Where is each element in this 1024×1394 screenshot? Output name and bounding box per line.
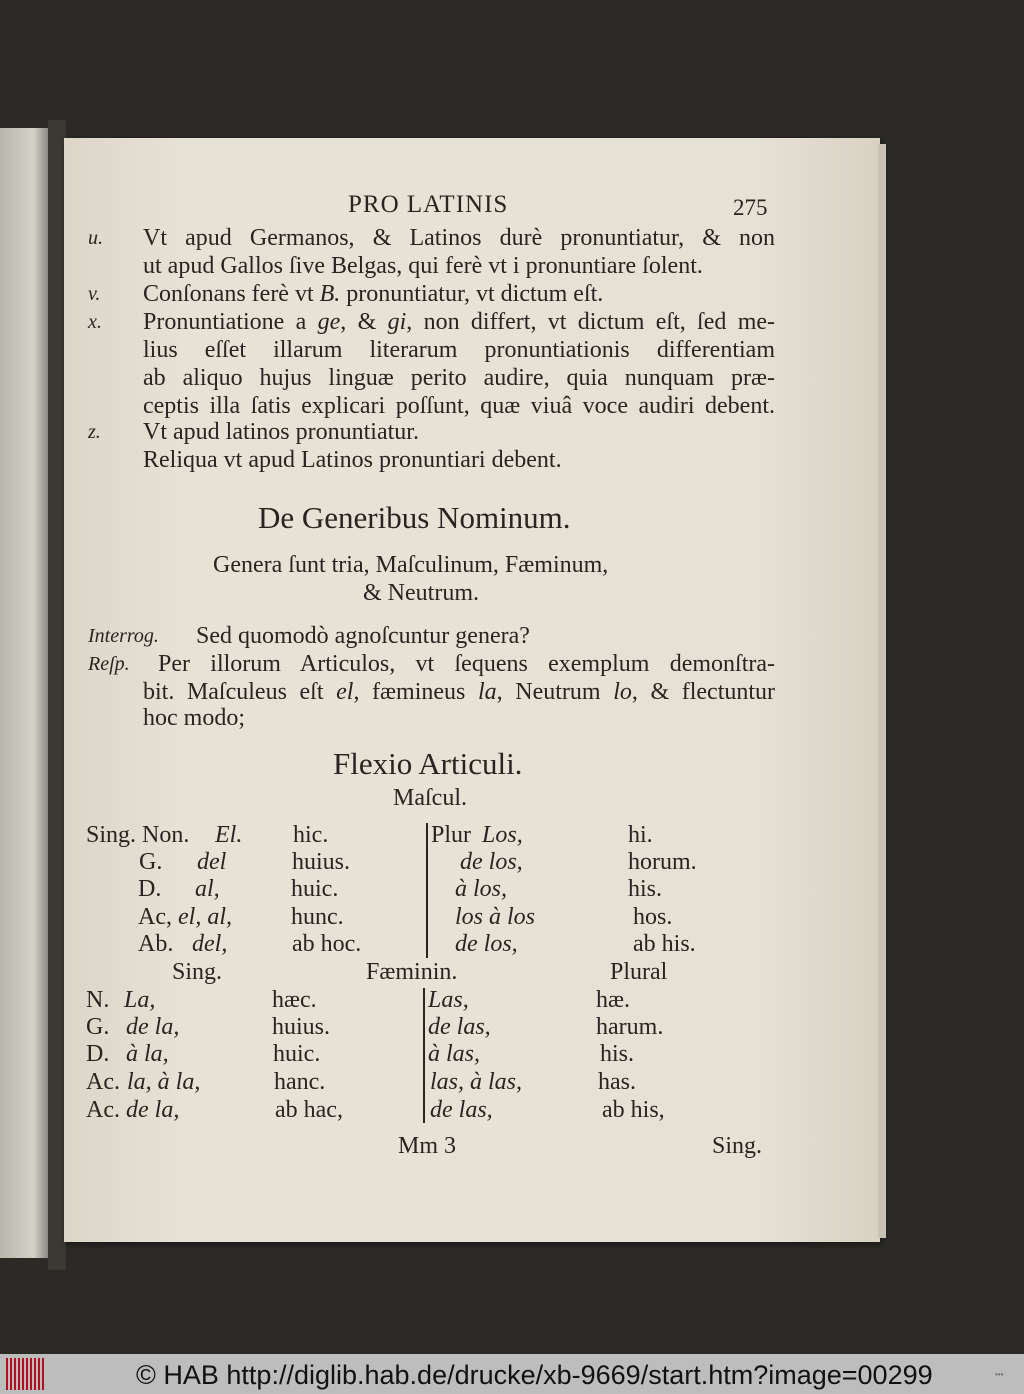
text-segment: , &	[340, 309, 388, 335]
fem-cell: à las,	[428, 1041, 481, 1067]
text-line	[143, 680, 775, 704]
footer-bar	[0, 1354, 1024, 1394]
text-segment: Per illorum Articulos, vt ſequens exemplum demonſtra-	[158, 651, 775, 677]
text-segment: , non differt, vt dictum eſt, ſed me-	[406, 309, 776, 335]
italic-word: B.	[319, 281, 341, 307]
italic-word: la	[477, 679, 497, 705]
fem-cell: has.	[598, 1069, 636, 1095]
section-title: De Generibus Nominum.	[258, 500, 571, 535]
text-segment: ut apud Gallos ſive Belgas, qui ferè vt i pronuntiare ſolent.	[143, 253, 703, 279]
masc-cell: Ac,	[138, 904, 172, 930]
text-line	[143, 282, 603, 306]
text-line	[143, 394, 775, 418]
text-segment: ab aliquo hujus linguæ perito audire, quia nunquam præ-	[143, 365, 775, 391]
fem-cell: huius.	[272, 1014, 331, 1040]
text-segment: Reliqua vt apud Latinos pronuntiari debent.	[143, 447, 562, 473]
fem-cell: de las,	[428, 1014, 491, 1040]
masc-cell: à los,	[455, 876, 508, 902]
masc-cell: huic.	[291, 876, 339, 902]
fem-plural-heading: Plural	[610, 959, 668, 985]
mascul-heading: Maſcul.	[393, 785, 467, 811]
entry-letter-label: z.	[88, 421, 101, 443]
masc-cell: ab his.	[633, 931, 696, 957]
fem-cell: de la,	[126, 1014, 180, 1040]
resp-label: Reſp.	[88, 653, 130, 675]
masc-cell: hic.	[293, 822, 329, 848]
hab-logo-icon	[6, 1358, 46, 1390]
fem-cell: harum.	[596, 1014, 664, 1040]
page-edge	[878, 144, 886, 1238]
fem-cell: hæc.	[272, 987, 317, 1013]
masc-cell: hunc.	[291, 904, 344, 930]
italic-word: gi	[387, 309, 407, 335]
text-line	[143, 254, 703, 278]
fem-cell: de las,	[430, 1097, 493, 1123]
text-line	[143, 310, 775, 334]
text-line	[143, 338, 775, 362]
interrog-label: Interrog.	[88, 625, 159, 647]
fem-cell: la, à la,	[127, 1069, 201, 1095]
fem-cell: G.	[86, 1014, 110, 1040]
fem-cell: D.	[86, 1041, 110, 1067]
fem-heading: Fæminin.	[366, 959, 458, 985]
text-line	[158, 652, 775, 676]
italic-word: el	[336, 679, 354, 705]
masc-cell: el, al,	[178, 904, 232, 930]
genera-line-1: Genera ſunt tria, Maſculinum, Fæminum,	[213, 552, 609, 578]
fem-cell: his.	[600, 1041, 635, 1067]
fem-cell: hanc.	[274, 1069, 326, 1095]
text-segment: , & flectuntur	[631, 679, 776, 705]
entry-letter-label: x.	[88, 311, 102, 333]
footer-mark: •••	[995, 1370, 1004, 1379]
interrog-text: Sed quomodò agnoſcuntur genera?	[196, 623, 530, 649]
text-segment: , Neutrum	[496, 679, 614, 705]
text-segment: hoc modo;	[143, 705, 245, 731]
signature-mark: Mm 3	[398, 1133, 457, 1159]
masc-cell: El.	[215, 822, 243, 848]
italic-word: ge	[317, 309, 341, 335]
masc-cell: ab hoc.	[292, 931, 362, 957]
fem-cell: ab his,	[602, 1097, 665, 1123]
fem-cell: N.	[86, 987, 110, 1013]
text-segment: Vt apud Germanos, & Latinos durè pronuntiatur, & non	[143, 225, 775, 251]
fem-cell: Ac.	[86, 1069, 120, 1095]
text-segment: pronuntiatur, vt dictum eſt.	[340, 281, 604, 307]
masc-cell: del,	[192, 931, 228, 957]
footer-citation: © HAB http://diglib.hab.de/drucke/xb-9669/start.htm?image=00299	[136, 1360, 933, 1390]
text-segment: Conſonans ferè vt	[143, 281, 320, 307]
text-segment: , fæmineus	[353, 679, 478, 705]
masc-cell: de los,	[455, 931, 518, 957]
fem-cell: Ac.	[86, 1097, 120, 1123]
text-segment: Vt apud latinos pronuntiatur.	[143, 419, 419, 445]
masc-cell: D.	[138, 876, 162, 902]
flexio-title: Flexio Articuli.	[333, 746, 523, 781]
genera-line-2: & Neutrum.	[363, 580, 479, 606]
text-line	[143, 226, 775, 250]
text-line	[143, 366, 775, 390]
masc-cell: del	[197, 849, 227, 875]
fem-cell: hæ.	[596, 987, 631, 1013]
fem-cell: à la,	[126, 1041, 169, 1067]
masc-cell: los à los	[455, 904, 536, 930]
fem-cell: de la,	[126, 1097, 180, 1123]
masc-cell: al,	[195, 876, 220, 902]
column-divider	[426, 823, 428, 958]
italic-word: lo	[613, 679, 632, 705]
text-segment: lius eſſet illarum literarum pronuntiationis differentiam	[143, 337, 775, 363]
fem-sing-heading: Sing.	[172, 959, 223, 985]
masc-cell: his.	[628, 876, 663, 902]
text-line	[143, 420, 419, 444]
column-divider	[423, 988, 425, 1123]
text-segment: Pronuntiatione a	[143, 309, 318, 335]
masc-cell: Plur	[431, 822, 472, 848]
masc-cell: G.	[139, 849, 163, 875]
fem-cell: ab hac,	[275, 1097, 343, 1123]
catchword: Sing.	[712, 1133, 763, 1159]
masc-cell: de los,	[460, 849, 523, 875]
previous-page-edge	[0, 128, 48, 1258]
masc-cell: hi.	[628, 822, 653, 848]
text-line	[143, 448, 562, 472]
fem-cell: huic.	[273, 1041, 321, 1067]
fem-cell: las, à las,	[430, 1069, 523, 1095]
entry-letter-label: v.	[88, 283, 101, 305]
running-head: PRO LATINIS	[348, 191, 509, 218]
masc-cell: horum.	[628, 849, 697, 875]
page-number: 275	[733, 195, 768, 220]
entry-letter-label: u.	[88, 227, 103, 249]
text-segment: bit. Maſculeus eſt	[143, 679, 337, 705]
fem-cell: Las,	[428, 987, 469, 1013]
text-segment: ceptis illa ſatis explicari poſſunt, quæ viuâ voce audiri debent.	[143, 393, 775, 419]
masc-cell: Sing. Non.	[86, 822, 190, 848]
masc-cell: Los,	[482, 822, 523, 848]
masc-cell: hos.	[633, 904, 673, 930]
masc-cell: Ab.	[138, 931, 174, 957]
masc-cell: huius.	[292, 849, 351, 875]
text-line	[143, 706, 245, 730]
fem-cell: La,	[124, 987, 156, 1013]
